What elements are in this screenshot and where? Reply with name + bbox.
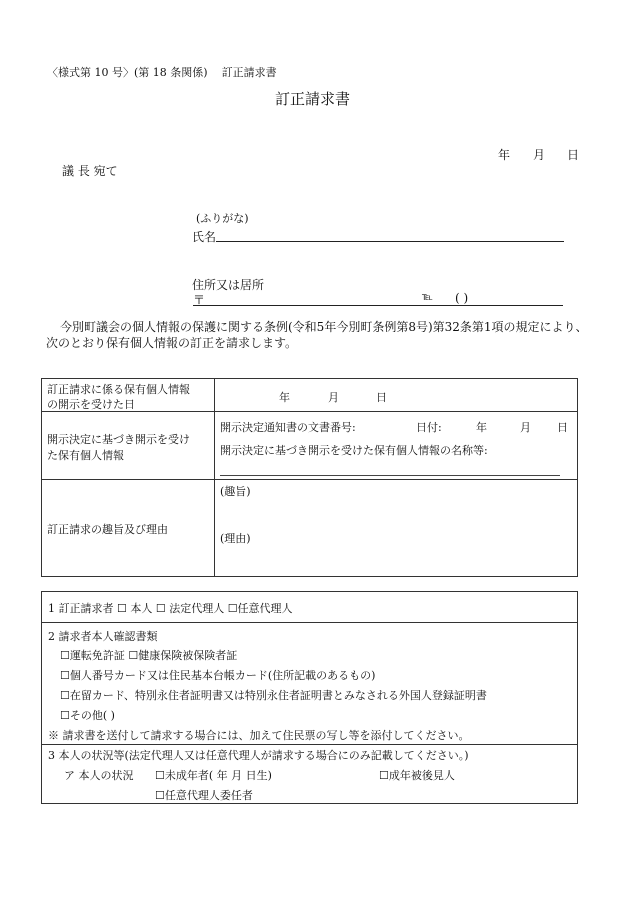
row2-label-line1: 開示決定に基づき開示を受け (47, 433, 190, 446)
row1-day: 日 (376, 391, 387, 404)
row2-label-line2: た保有個人情報 (47, 449, 124, 462)
section3-title: 3 本人の状況等(法定代理人又は任意代理人が請求する場合にのみ記載してください。) (48, 749, 469, 762)
table-row-separator (42, 622, 577, 623)
intro-line-2: 次のとおり保有個人情報の訂正を請求します。 (46, 336, 298, 350)
requester-info-table (41, 591, 578, 804)
address-field-line[interactable] (193, 305, 563, 306)
section3-option-adult-ward[interactable]: ☐成年被後見人 (379, 769, 455, 782)
tel-mark: ℡ (422, 292, 433, 303)
row1-label-line1: 訂正請求に係る保有個人情報 (47, 383, 190, 396)
form-reference: 〈様式第 10 号〉(第 18 条関係) 訂正請求書 (47, 66, 277, 79)
row2-date-label: 日付: (416, 421, 442, 434)
page-title: 訂正請求書 (275, 90, 351, 108)
section2-option-residence-card[interactable]: ☐在留カード、特別永住者証明書又は特別永住者証明書とみなされる外国人登録証明書 (60, 689, 487, 702)
section1-requester-type[interactable]: 1 訂正請求者 ☐ 本人 ☐ 法定代理人 ☐任意代理人 (48, 602, 293, 615)
furigana-label: (ふりがな) (196, 212, 249, 225)
section2-option-other[interactable]: ☐その他( ) (60, 709, 115, 722)
intro-line-1: 今別町議会の個人情報の保護に関する条例(令和5年今別町条例第8号)第32条第1項の規定により、 (60, 320, 588, 334)
row2-docnum-label: 開示決定通知書の文書番号: (220, 421, 356, 434)
section3-option-minor[interactable]: ☐未成年者( 年 月 日生) (155, 769, 272, 782)
table-row-separator (42, 744, 577, 745)
addressee: 議 長 宛て (62, 164, 118, 178)
date-day: 日 (567, 148, 580, 162)
row2-name-label: 開示決定に基づき開示を受けた保有個人情報の名称等: (220, 444, 488, 457)
section2-title: 2 請求者本人確認書類 (48, 630, 158, 643)
name-field-line[interactable] (216, 241, 564, 242)
table-divider (214, 379, 215, 576)
table-row-separator (42, 479, 577, 480)
row2-year: 年 (476, 421, 487, 434)
section3-option-principal[interactable]: ☐任意代理人委任者 (155, 789, 253, 802)
row2-day: 日 (557, 421, 568, 434)
section3-status-label: ア 本人の状況 (64, 769, 134, 782)
row3-reason-label: (理由) (220, 532, 251, 545)
row1-month: 月 (328, 391, 339, 404)
section2-option-license[interactable]: ☐運転免許証 ☐健康保険被保険者証 (60, 649, 238, 662)
name-label: 氏名 (192, 230, 217, 244)
row3-purpose-label: (趣旨) (220, 485, 251, 498)
row1-year: 年 (279, 391, 290, 404)
date-month: 月 (533, 148, 546, 162)
section2-note: ※ 請求書を送付して請求する場合には、加えて住民票の写し等を添付してください。 (48, 729, 470, 742)
row3-label: 訂正請求の趣旨及び理由 (47, 523, 168, 536)
row2-month: 月 (520, 421, 531, 434)
row2-name-field-line[interactable] (220, 475, 560, 476)
address-label: 住所又は居所 (192, 278, 265, 292)
row1-label-line2: の開示を受けた日 (47, 398, 135, 411)
request-details-table (41, 378, 578, 577)
tel-paren: ( ) (455, 291, 469, 305)
postal-mark: 〒 (193, 293, 206, 307)
date-year: 年 (498, 148, 511, 162)
section2-option-mynumber[interactable]: ☐個人番号カード又は住民基本台帳カード(住所記載のあるもの) (60, 669, 376, 682)
